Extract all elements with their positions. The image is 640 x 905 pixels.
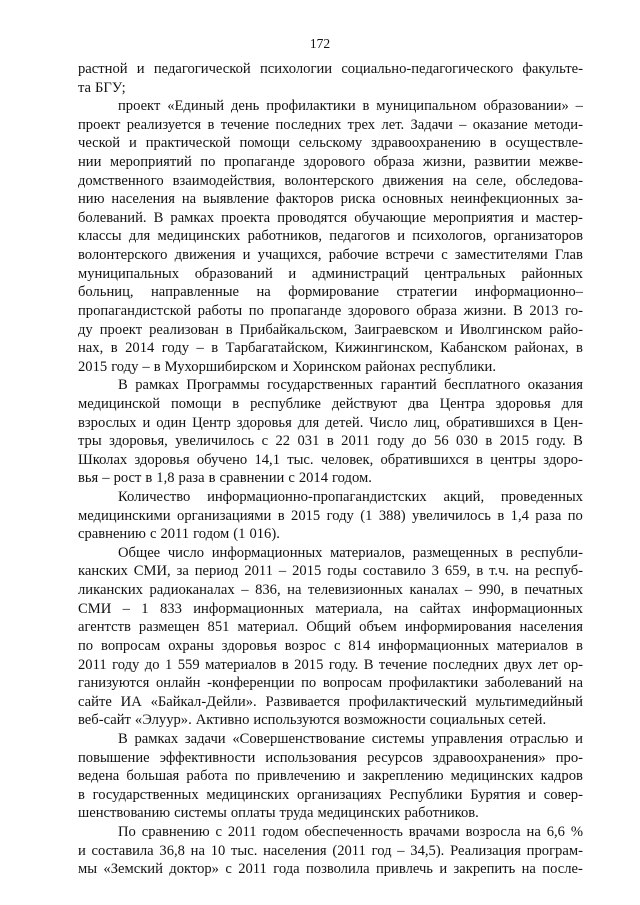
- page-number: 172: [309, 36, 331, 51]
- text-line: По сравнению с 2011 годом обеспеченность врачами возросла на 6,6 %: [118, 823, 583, 840]
- text-line: домственного взаимодействия, волонтерского движения на селе, обследова-: [78, 172, 583, 189]
- text-line: по вопросам охраны здоровья возрос с 814 информационных материалов в: [78, 637, 583, 654]
- text-line: шенствованию системы оплаты труда медицинских работников.: [78, 805, 479, 822]
- text-line: медицинскими организациями в 2015 году (1 388) увеличилось в 1,4 раза по: [78, 507, 583, 524]
- text-line: ду проект реализован в Прибайкальском, Заиграевском и Иволгинском райо-: [78, 321, 583, 338]
- text-line: СМИ – 1 833 информационных материала, на сайтах информационных: [78, 600, 583, 617]
- text-line: вья – рост в 1,8 раза в сравнении с 2014 годом.: [78, 470, 372, 487]
- text-line: 2011 году до 1 559 материалов в 2015 году. В течение последних двух лет ор-: [78, 656, 583, 673]
- text-line: ганизуются онлайн -конференции по вопросам профилактики заболеваний на: [78, 675, 583, 692]
- text-line: канских СМИ, за период 2011 – 2015 годы составило 3 659, в т.ч. на респуб-: [78, 563, 583, 580]
- text-line: проект «Единый день профилактики в муниципальном образовании» –: [118, 98, 583, 115]
- text-line: Общее число информационных материалов, размещенных в республи-: [118, 544, 583, 561]
- text-line: нах, в 2014 году – в Тарбагатайском, Кижингинском, Кабанском районах, в: [78, 340, 583, 357]
- text-line: повышение эффективности использования ресурсов здравоохранения» про-: [78, 749, 583, 766]
- text-line: проект реализуется в течение последних трех лет. Задачи – оказание методи-: [78, 116, 583, 133]
- text-line: нии мероприятий по пропаганде здорового образа жизни, развитии межве-: [78, 154, 583, 171]
- text-line: ческой и практической помощи сельскому здравоохранению в осуществле-: [78, 135, 583, 152]
- text-line: веб-сайт «Элуур». Активно используются возможности социальных сетей.: [78, 712, 547, 729]
- text-line: медицинской помощи в республике действуют два Центра здоровья для: [78, 395, 583, 412]
- text-line: больниц, направленные на формирование стратегии информационно–: [78, 284, 583, 301]
- text-line: мы «Земский доктор» с 2011 года позволила привлечь и закрепить на после-: [78, 861, 583, 878]
- text-line: болеваний. В рамках проекта проводятся обучающие мероприятия и мастер-: [78, 209, 583, 226]
- text-line: в государственных медицинских организациях Республики Бурятия и совер-: [78, 786, 583, 803]
- text-line: агентств размещен 851 материал. Общий объем информирования населения: [78, 619, 583, 636]
- text-line: В рамках Программы государственных гарантий бесплатного оказания: [118, 377, 583, 394]
- text-line: та БГУ;: [78, 79, 126, 96]
- text-line: классы для медицинских работников, педагогов и психологов, организаторов: [78, 228, 583, 245]
- text-line: 2015 году – в Мухоршибирском и Хоринском районах республики.: [78, 358, 496, 375]
- text-line: пропагандистской работы по пропаганде здорового образа жизни. В 2013 го-: [78, 302, 583, 319]
- text-line: ликанских радиоканалах – 836, на телевизионных каналах – 990, в печатных: [78, 582, 583, 599]
- text-line: В рамках задачи «Совершенствование системы управления отраслью и: [118, 730, 583, 747]
- text-line: Школах здоровья обучено 14,1 тыс. человек, обратившихся в центры здоро-: [78, 451, 583, 468]
- text-line: и составила 36,8 на 10 тыс. населения (2011 год – 34,5). Реализация програм-: [78, 842, 583, 859]
- text-line: сравнению с 2011 годом (1 016).: [78, 526, 280, 543]
- text-line: муниципальных образований и администраций центральных районных: [78, 265, 583, 282]
- text-line: нию населения на выявление факторов риска основных неинфекционных за-: [78, 191, 583, 208]
- text-line: Количество информационно-пропагандистских акций, проведенных: [118, 489, 583, 506]
- text-line: ведена большая работа по привлечению и закреплению медицинских кадров: [78, 768, 583, 785]
- text-line: волонтерского движения и учащихся, рабочие встречи с заместителями Глав: [78, 247, 583, 264]
- text-line: растной и педагогической психологии социально-педагогического факульте-: [78, 61, 583, 77]
- text-line: взрослых и один Центр здоровья для детей. Число лиц, обратившихся в Цен-: [78, 414, 583, 431]
- text-line: сайте ИА «Байкал-Дейли». Развивается профилактический мультимедийный: [78, 693, 583, 710]
- text-line: тры здоровья, увеличилось с 22 031 в 2011 году до 56 030 в 2015 году. В: [78, 433, 583, 450]
- body-text: [78, 60, 583, 879]
